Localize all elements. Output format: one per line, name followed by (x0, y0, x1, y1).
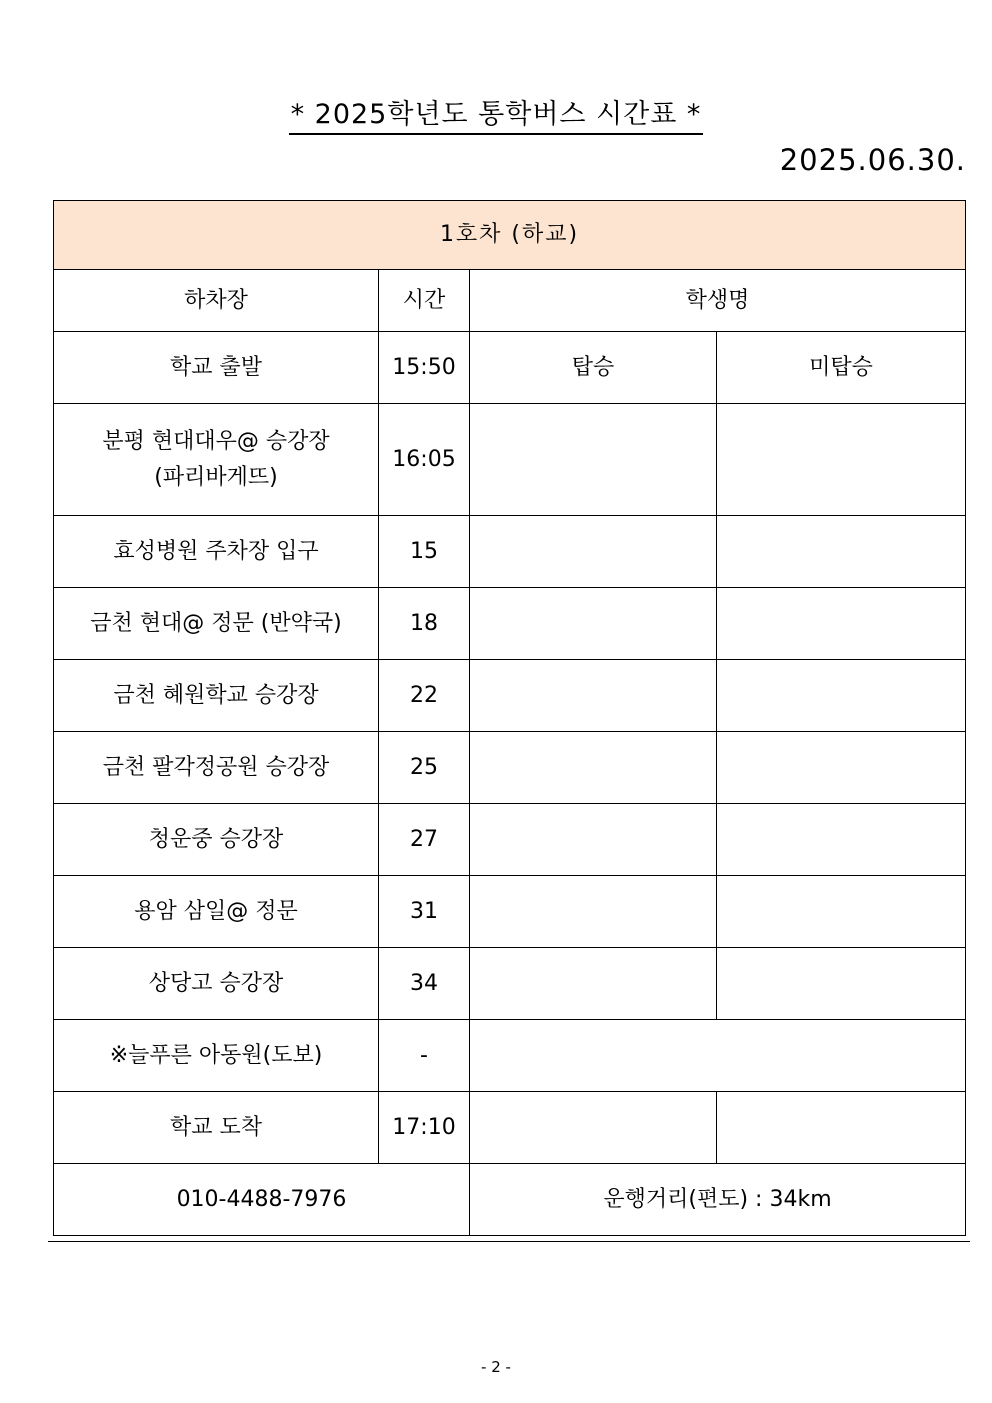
stop-time: 18 (379, 588, 470, 660)
students-merged-cell[interactable] (470, 1020, 966, 1092)
stop-time: 17:10 (379, 1092, 470, 1164)
boarded-cell[interactable] (470, 948, 717, 1020)
stop-time: 16:05 (379, 404, 470, 516)
stop-time: 22 (379, 660, 470, 732)
depart-stop: 학교 출발 (54, 332, 379, 404)
boarded-cell[interactable] (470, 804, 717, 876)
depart-time: 15:50 (379, 332, 470, 404)
boarded-cell[interactable] (470, 516, 717, 588)
stop-row (54, 660, 966, 732)
document-title (0, 92, 992, 135)
header-stop: 하차장 (54, 270, 379, 332)
document-date: 2025.06.30. (779, 143, 966, 177)
stop-time: - (379, 1020, 470, 1092)
stop-row (54, 732, 966, 804)
not-boarded-cell[interactable] (717, 1092, 966, 1164)
stop-name: 금천 혜원학교 승강장 (54, 660, 379, 732)
boarded-cell[interactable] (470, 660, 717, 732)
not-boarded-cell[interactable] (717, 588, 966, 660)
stop-name: 청운중 승강장 (54, 804, 379, 876)
stop-row (54, 876, 966, 948)
contact-phone: 010-4488-7976 (54, 1164, 470, 1236)
bottom-rule (48, 1241, 970, 1242)
boarded-header: 탑승 (470, 332, 717, 404)
stop-time: 25 (379, 732, 470, 804)
document-title-text: * 2025학년도 통학버스 시간표 * (289, 92, 704, 135)
stop-name: 상당고 승강장 (54, 948, 379, 1020)
stop-time: 31 (379, 876, 470, 948)
not-boarded-cell[interactable] (717, 876, 966, 948)
stop-row (54, 1020, 966, 1092)
boarded-cell[interactable] (470, 404, 717, 516)
header-time: 시간 (379, 270, 470, 332)
route-distance: 운행거리(편도) : 34km (470, 1164, 966, 1236)
boarded-cell[interactable] (470, 588, 717, 660)
stop-row (54, 804, 966, 876)
bus-schedule-table (53, 200, 966, 1236)
not-boarded-cell[interactable] (717, 732, 966, 804)
stop-time: 34 (379, 948, 470, 1020)
stop-name: 효성병원 주차장 입구 (54, 516, 379, 588)
stop-row (54, 588, 966, 660)
page-number: - 2 - (481, 1358, 511, 1376)
stop-row (54, 516, 966, 588)
boarded-cell[interactable] (470, 732, 717, 804)
stop-name: 용암 삼일@ 정문 (54, 876, 379, 948)
arrive-row (54, 1092, 966, 1164)
header-students: 학생명 (470, 270, 966, 332)
not-boarded-cell[interactable] (717, 404, 966, 516)
stop-name: ※늘푸른 아동원(도보) (54, 1020, 379, 1092)
stop-name: 학교 도착 (54, 1092, 379, 1164)
not-boarded-cell[interactable] (717, 948, 966, 1020)
footer-row (54, 1164, 966, 1236)
stop-time: 15 (379, 516, 470, 588)
stop-name: 분평 현대대우@ 승강장 (파리바게뜨) (54, 404, 379, 516)
not-boarded-cell[interactable] (717, 660, 966, 732)
not-boarded-cell[interactable] (717, 516, 966, 588)
bus-title-row (54, 201, 966, 270)
not-boarded-cell[interactable] (717, 804, 966, 876)
stop-row (54, 404, 966, 516)
stop-row (54, 948, 966, 1020)
boarded-cell[interactable] (470, 876, 717, 948)
stop-time: 27 (379, 804, 470, 876)
bus-title: 1호차 (하교) (54, 201, 966, 270)
stop-name: 금천 현대@ 정문 (반약국) (54, 588, 379, 660)
depart-row (54, 332, 966, 404)
boarded-cell[interactable] (470, 1092, 717, 1164)
header-row (54, 270, 966, 332)
not-boarded-header: 미탑승 (717, 332, 966, 404)
stop-name: 금천 팔각정공원 승강장 (54, 732, 379, 804)
